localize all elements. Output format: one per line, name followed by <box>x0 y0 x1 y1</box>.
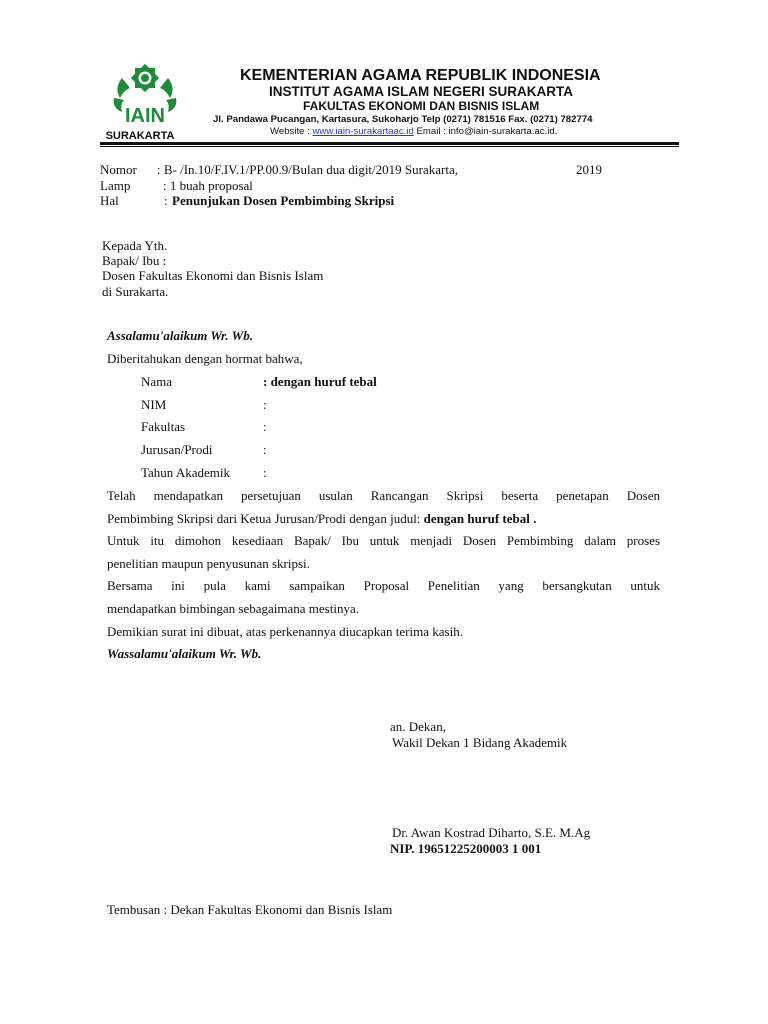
recipient-line-2: Bapak/ Ibu : <box>102 253 167 268</box>
field-label-jurusan: Jurusan/Prodi <box>141 442 213 457</box>
field-value-nama: : dengan huruf tebal <box>263 374 377 389</box>
hal-value: Penunjukan Dosen Pembimbing Skripsi <box>172 193 395 208</box>
institute-title: INSTITUT AGAMA ISLAM NEGERI SURAKARTA <box>269 84 573 99</box>
paragraph-4: Demikian surat ini dibuat, atas perkenannya diucapkan terima kasih. <box>107 624 463 639</box>
greeting: Assalamu'alaikum Wr. Wb. <box>107 328 253 343</box>
nomor-label: Nomor <box>100 162 137 177</box>
paragraph-3-line-1: Bersama ini pula kami sampaikan Proposal Penelitian yang bersangkutan untuk <box>107 578 660 593</box>
signatory-nip: NIP. 19651225200003 1 001 <box>390 841 542 856</box>
lamp-label: Lamp <box>100 178 131 193</box>
recipient-line-4: di Surakarta. <box>102 284 169 299</box>
recipient-line-1: Kepada Yth. <box>102 238 168 253</box>
lamp-value: : 1 buah proposal <box>163 178 253 193</box>
field-label-tahun-akademik: Tahun Akademik <box>141 465 230 480</box>
address-line: Jl. Pandawa Pucangan, Kartasura, Sukoharjo Telp (0271) 781516 Fax. (0271) 782774 <box>213 114 593 125</box>
ministry-title: KEMENTERIAN AGAMA REPUBLIK INDONESIA <box>240 67 601 84</box>
tembusan: Tembusan : Dekan Fakultas Ekonomi dan Bisnis Islam <box>107 902 393 917</box>
paragraph-2-line-1: Untuk itu dimohon kesediaan Bapak/ Ibu untuk menjadi Dosen Pembimbing dalam proses <box>107 533 660 548</box>
hal-label: Hal <box>100 193 119 208</box>
field-value-jurusan: : <box>263 442 267 457</box>
website-link[interactable]: www.iain-surakartaac.id <box>312 126 414 137</box>
intro-text: Diberitahukan dengan hormat bahwa, <box>107 351 303 366</box>
field-value-fakultas: : <box>263 419 267 434</box>
logo-caption: SURAKARTA <box>105 130 175 142</box>
field-value-tahun-akademik: : <box>263 465 267 480</box>
letter-year: 2019 <box>576 162 602 177</box>
faculty-title: FAKULTAS EKONOMI DAN BISNIS ISLAM <box>303 99 540 113</box>
paragraph-2-line-2: penelitian maupun penyusunan skripsi. <box>107 556 310 571</box>
email-text: Email : info@iain-surakarta.ac.id. <box>416 126 558 137</box>
letterhead-divider-thick <box>100 142 679 145</box>
recipient-line-3: Dosen Fakultas Ekonomi dan Bisnis Islam <box>102 268 324 283</box>
paragraph-3-line-2: mendapatkan bimbingan sebagaimana mestinya. <box>107 601 359 616</box>
signature-an: an. Dekan, <box>390 719 446 734</box>
closing: Wassalamu'alaikum Wr. Wb. <box>107 646 262 661</box>
letterhead-divider-thin <box>100 146 679 147</box>
iain-surakarta-logo <box>100 60 190 142</box>
website-label: Website : <box>270 126 310 137</box>
signature-role: Wakil Dekan 1 Bidang Akademik <box>392 735 568 750</box>
field-label-nama: Nama <box>141 374 173 389</box>
field-label-fakultas: Fakultas <box>141 419 186 434</box>
signatory-name: Dr. Awan Kostrad Diharto, S.E. M.Ag <box>392 825 591 840</box>
hal-colon: : <box>164 193 168 208</box>
field-value-nim: : <box>263 397 267 412</box>
logo-wordmark: IAIN <box>125 105 165 127</box>
contact-line <box>270 126 557 137</box>
paragraph-1-line-1: Telah mendapatkan persetujuan usulan Rancangan Skripsi beserta penetapan Dosen <box>107 488 660 503</box>
paragraph-1-line-2: Pembimbing Skripsi dari Ketua Jurusan/Prodi dengan judul: dengan huruf tebal . <box>107 511 537 526</box>
thesis-title-placeholder: dengan huruf tebal . <box>423 511 537 526</box>
nomor-value: : B- /In.10/F.IV.1/PP.00.9/Bulan dua digit/2019 Surakarta, <box>157 162 458 177</box>
field-label-nim: NIM <box>141 397 167 412</box>
